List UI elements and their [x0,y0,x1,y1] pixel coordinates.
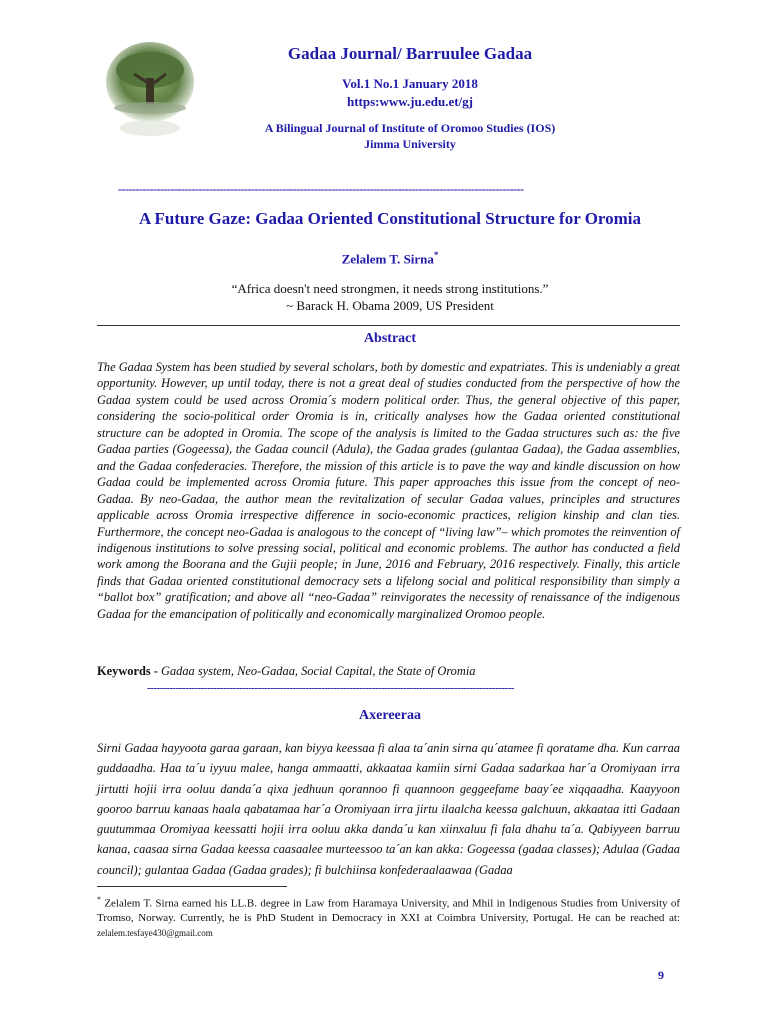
author-footnote-mark: * [433,250,439,260]
footnote-rule [97,886,287,887]
separator-top: -------------------------------------------------------------------------------------------------------------------- [118,182,524,196]
footnote [97,893,680,941]
journal-university: Jimma University [364,137,456,151]
abstract-heading: Abstract [363,331,417,346]
abstract-text: The Gadaa System has been studied by several scholars, both by domestic and expatriates. This is undeniably a great opportunity. However, up until today, there is not a great deal of studies conducted from the perspective of how the Gadaa system could be used across Oromia´s modern political order. Thus, the general objective of this paper, considering the socio-political order Oromia is in, critically analyses how the Gadaa oriented constitutional structure can be adopted in Oromia. The scope of the analysis is limited to the Gadaa structures such as: the five Gadaa parties (Gogeessa), the Gadaa council (Adula), the Gadaa grades (gulantaa Gadaa), the Gadaa assemblies, and the Gadaa confederacies. Therefore, the mission of this article is to pave the way and kindle discussion on how Gadaa could be implemented across Oromia future. This paper approaches this issue from the concept of neo-Gadaa. By neo-Gadaa, the author mean the revitalization of secular Gadaa values, principles and structures applicable across Oromia irrespective difference in socio-economic practices, religion kinship and clan ties. Furthermore, the concept neo-Gadaa is analogous to the concept of “living law”– which promotes the reinvention of indigenous institutions to solve pressing social, political and economic problems. The author has conducted a field work among the Boorana and the Gujii people; in June, 2016 and February, 2016 respectively. Finally, this article finds that Gadaa oriented constitutional democracy sets a lifelong social and political responsibility than simply a “ballot box” gratification; and above all “neo-Gadaa” reinvigorates the necessity of renaissance of the indigenous Gadaa for the emancipation of politically and economically marginalized Oromoo people. [97,360,680,621]
author-name: Zelalem T. Sirna [341,251,434,267]
article-author [250,250,530,267]
epigraph-attribution: ~ Barack H. Obama 2009, US President [286,298,494,313]
epigraph-quote: “Africa doesn't need strongmen, it needs strong institutions.” [231,281,549,296]
journal-volume: Vol.1 No.1 January 2018 [342,76,478,91]
abstract-rule [97,325,680,326]
footnote-text: Zelalem T. Sirna earned his LL.B. degree in Law from Haramaya University, and Mhil in Indigenous Studies from University of Tromso, Norway. Currently, he is PhD Student in Democracy in XXI at Coimbra University, Portugal. He can be reached at: [97,897,680,925]
footnote-mark: * [97,895,101,904]
keywords [97,664,680,679]
journal-subtitle: A Bilingual Journal of Institute of Oromoo Studies (IOS) [264,121,556,135]
journal-url[interactable]: https:www.ju.edu.et/gj [346,94,474,109]
page-number: 9 [658,968,664,982]
keywords-label: Keywords - [97,664,162,678]
keywords-text: Gadaa system, Neo-Gadaa, Social Capital, the State of Oromia [161,664,476,678]
journal-title: Gadaa Journal/ Barruulee Gadaa [287,44,533,63]
axereeraa-heading: Axereeraa [359,708,421,723]
axereeraa-text: Sirni Gadaa hayyoota garaa garaan, kan biyya keessaa fi alaa ta´anin sirna qu´atamee fi qoratame dha. Kun carraa guddaadha. Haa ta´u iyyuu malee, hanga ammaatti, akkaataa kamiin sirni Gadaa sadarkaa har´a Oromiyaan irra jirtutti hojii irra ooluu danda´a qixa jedhuun qorannoo fi quannoon geggeefame baay´ee xiqqaadha. Kaayyoon gooroo barruu kanaas haala qabatamaa har´a Oromiyaan irra jirtu ilaalcha keessa galchuun, akkaataa itti Gadaan guutummaa Oromiyaa keessatti hojii irra ooluu akka danda´u kan xiinxaluu fi fala dhahu ta´a. Qabiyyeen barruu kanaa, caasaa sirna Gadaa keessa caasaalee murteessoo ta´an kan akka: Gogeessa (gadaa classes); Adulaa (Gadaa council); gulantaa Gadaa (Gadaa grades); fi bulchiinsa konfederaalaawaa (Gadaa [97,741,680,877]
article-title: A Future Gaze: Gadaa Oriented Constitutional Structure for Oromia [138,209,642,228]
separator-mid: -------------------------------------------------------------------------------------------------------------------- [147,682,514,694]
footnote-email[interactable]: zelalem.tesfaye430@gmail.com [97,928,213,939]
